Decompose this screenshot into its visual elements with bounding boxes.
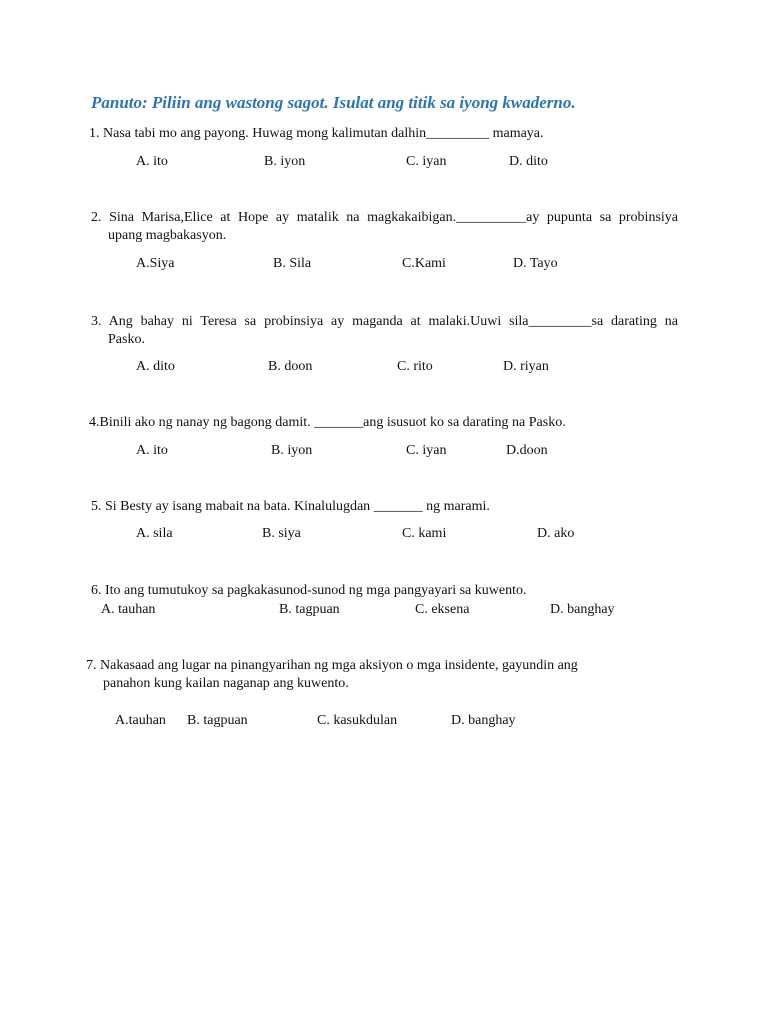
question-5-choice-a: A. sila	[136, 526, 173, 541]
question-6-choice-b: B. tagpuan	[279, 602, 340, 617]
question-2-choice-a: A.Siya	[136, 256, 175, 271]
question-4-choice-a: A. ito	[136, 443, 168, 458]
question-6	[91, 582, 526, 600]
question-4-choice-c: C. iyan	[406, 443, 447, 458]
question-7-text-cont: panahon kung kailan naganap ang kuwento.	[103, 676, 349, 691]
question-5-choice-d: D. ako	[537, 526, 575, 541]
question-4-choice-d: D.doon	[506, 443, 548, 458]
question-5-choice-c: C. kami	[402, 526, 447, 541]
question-1	[89, 125, 544, 143]
question-3-choice-d: D. riyan	[503, 359, 549, 374]
question-5-choice-b: B. siya	[262, 526, 301, 541]
question-4	[89, 414, 566, 432]
question-3-text: 3. Ang bahay ni Teresa sa probinsiya ay maganda at malaki.Uuwi sila_________sa darating na	[91, 314, 678, 329]
question-3-choice-b: B. doon	[268, 359, 313, 374]
question-1-text: 1. Nasa tabi mo ang payong. Huwag mong kalimutan dalhin_________ mamaya.	[89, 126, 544, 141]
question-7-choice-d: D. banghay	[451, 713, 516, 728]
question-2-text-cont: upang magbakasyon.	[108, 228, 227, 243]
question-3-choice-c: C. rito	[397, 359, 433, 374]
question-5-text: 5. Si Besty ay isang mabait na bata. Kinalulugdan _______ ng marami.	[91, 499, 490, 514]
question-3-text-cont: Pasko.	[108, 332, 145, 347]
question-4-choice-b: B. iyon	[271, 443, 313, 458]
question-3	[91, 313, 678, 349]
instructions-heading: Panuto: Piliin ang wastong sagot. Isulat ang titik sa iyong kwaderno.	[91, 93, 576, 112]
question-6-text: 6. Ito ang tumutukoy sa pagkakasunod-sunod ng mga pangyayari sa kuwento.	[91, 583, 527, 598]
question-1-choice-d: D. dito	[509, 154, 548, 169]
question-7	[86, 657, 578, 693]
question-5	[91, 498, 490, 516]
question-6-choice-c: C. eksena	[415, 602, 470, 617]
question-4-text: 4.Binili ako ng nanay ng bagong damit. _______ang isusuot ko sa darating na Pasko.	[89, 415, 566, 430]
question-3-choice-a: A. dito	[136, 359, 175, 374]
question-7-choice-c: C. kasukdulan	[317, 713, 398, 728]
question-2	[91, 209, 678, 245]
question-1-choice-a: A. ito	[136, 154, 168, 169]
question-1-choice-c: C. iyan	[406, 154, 447, 169]
question-7-choice-b: B. tagpuan	[187, 713, 248, 728]
question-2-choice-c: C.Kami	[402, 256, 446, 271]
question-2-choice-d: D. Tayo	[513, 256, 558, 271]
question-6-choice-d: D. banghay	[550, 602, 615, 617]
question-2-choice-b: B. Sila	[273, 256, 312, 271]
question-2-text: 2. Sina Marisa,Elice at Hope ay matalik na magkakaibigan.__________ay pupunta sa probinsiya	[91, 210, 678, 225]
question-1-choice-b: B. iyon	[264, 154, 306, 169]
question-7-choice-a: A.tauhan	[115, 713, 166, 728]
question-6-choice-a: A. tauhan	[101, 602, 156, 617]
question-7-text: 7. Nakasaad ang lugar na pinangyarihan ng mga aksiyon o mga insidente, gayundin ang	[86, 658, 578, 673]
